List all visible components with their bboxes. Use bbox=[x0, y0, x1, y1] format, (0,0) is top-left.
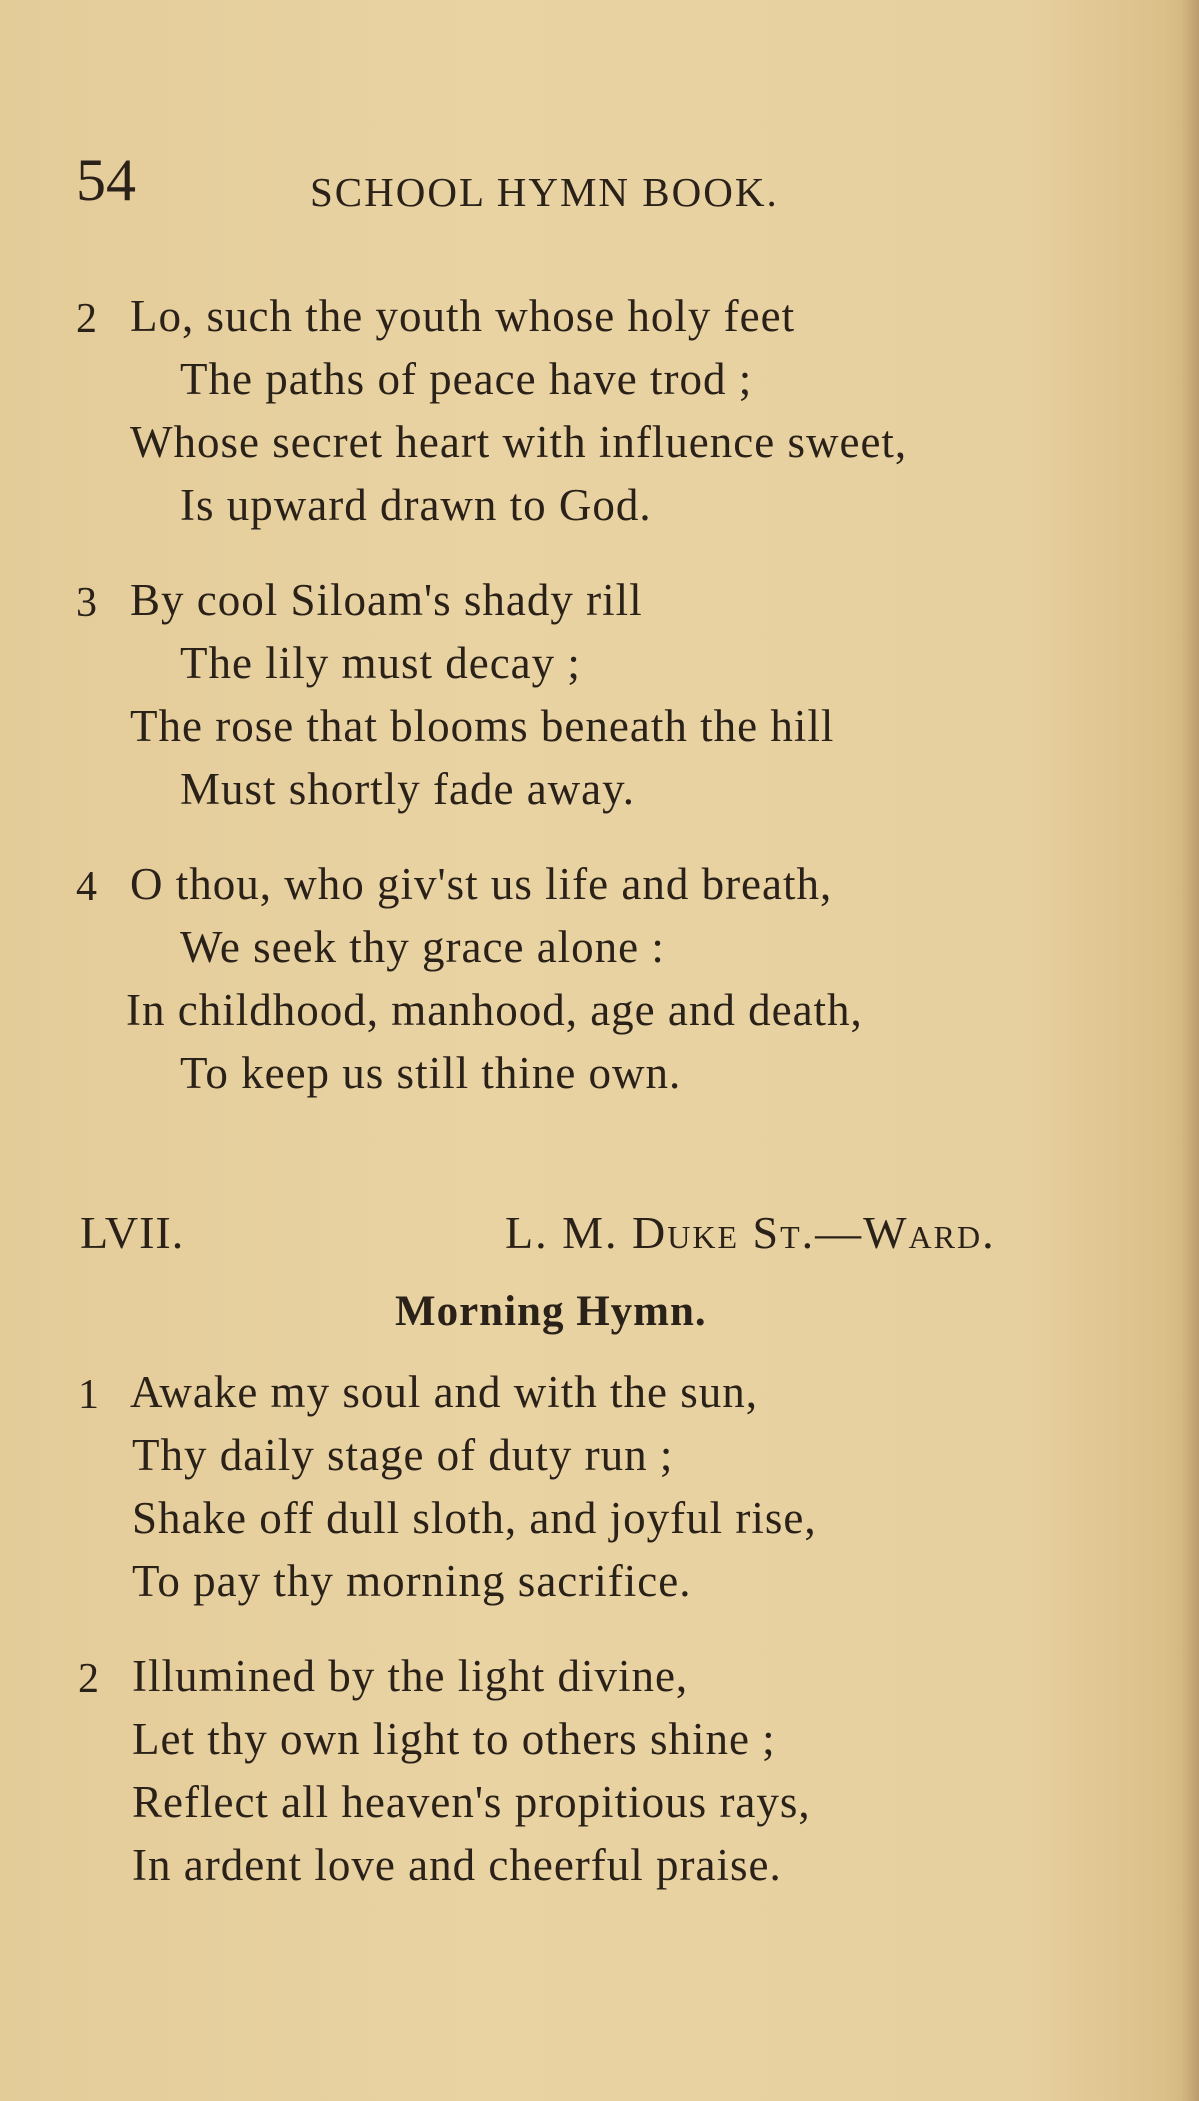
verse-line: To pay thy morning sacrifice. bbox=[132, 1556, 692, 1606]
running-title: SCHOOL HYMN BOOK. bbox=[310, 169, 779, 215]
verse-line: The rose that blooms beneath the hill bbox=[130, 701, 835, 751]
verse-line: The paths of peace have trod ; bbox=[180, 354, 753, 404]
verse-line: Reflect all heaven's propitious rays, bbox=[132, 1777, 811, 1827]
stanza-number: 3 bbox=[76, 580, 97, 626]
hymn-title: Morning Hymn. bbox=[395, 1288, 707, 1335]
verse-line: Lo, such the youth whose holy feet bbox=[130, 291, 796, 341]
verse-line: In ardent love and cheerful praise. bbox=[132, 1840, 782, 1890]
verse-line: O thou, who giv'st us life and breath, bbox=[130, 859, 833, 909]
verse-line: Awake my soul and with the sun, bbox=[130, 1367, 759, 1417]
verse-line: By cool Siloam's shady rill bbox=[130, 575, 643, 625]
stanza-number: 4 bbox=[76, 864, 97, 910]
verse-line: Whose secret heart with influence sweet, bbox=[130, 417, 908, 467]
verse-line: Must shortly fade away. bbox=[180, 764, 635, 814]
stanza-number: 2 bbox=[76, 296, 97, 342]
verse-line: The lily must decay ; bbox=[180, 638, 581, 688]
page-edge-shadow bbox=[1181, 0, 1199, 2101]
stanza-number: 2 bbox=[78, 1656, 99, 1702]
verse-line: Is upward drawn to God. bbox=[180, 480, 652, 530]
page-number: 54 bbox=[76, 147, 136, 213]
verse-line: Shake off dull sloth, and joyful rise, bbox=[132, 1493, 817, 1543]
stanza-number: 1 bbox=[78, 1372, 99, 1418]
verse-line: In childhood, manhood, age and death, bbox=[126, 985, 863, 1035]
verse-line: Illumined by the light divine, bbox=[132, 1651, 689, 1701]
hymn-number: LVII. bbox=[80, 1207, 185, 1258]
hymn-tune-meter: L. M. Duke St.—Ward. bbox=[505, 1207, 996, 1258]
verse-line: Thy daily stage of duty run ; bbox=[132, 1430, 674, 1480]
verse-line: To keep us still thine own. bbox=[180, 1048, 682, 1098]
verse-line: Let thy own light to others shine ; bbox=[132, 1714, 776, 1764]
verse-line: We seek thy grace alone : bbox=[180, 922, 665, 972]
